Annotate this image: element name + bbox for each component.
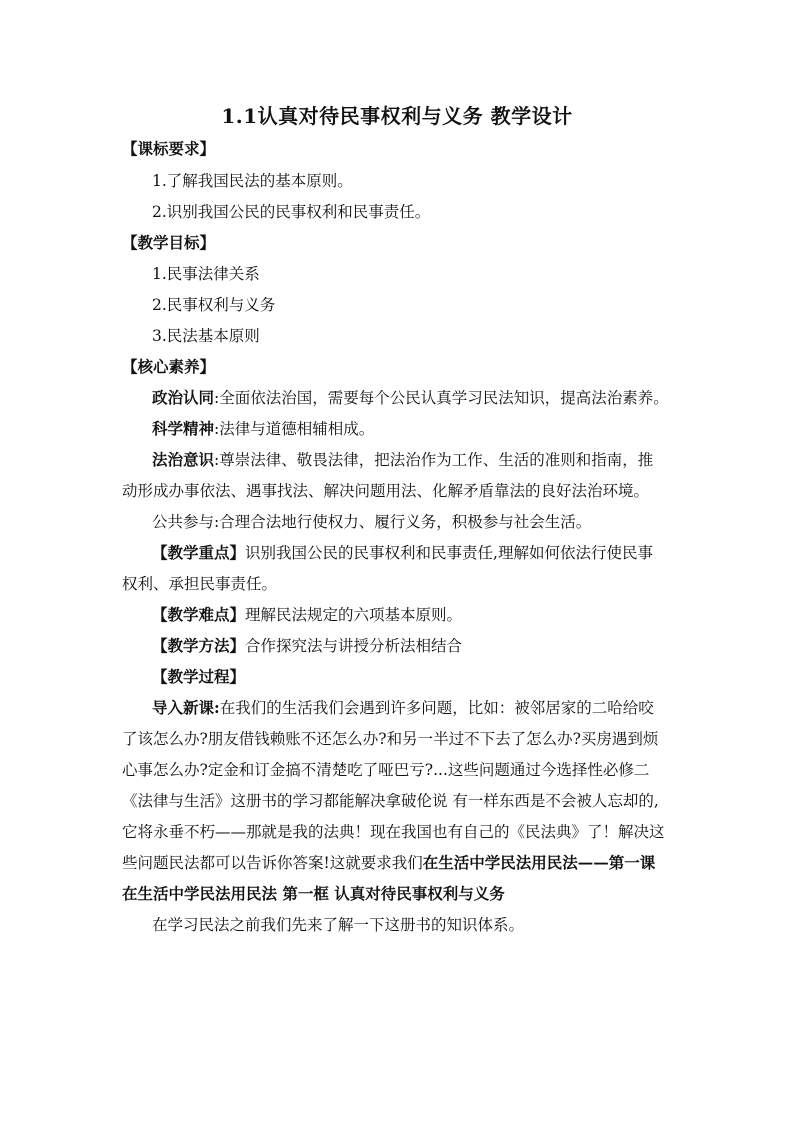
suyang-item-kexue <box>152 418 708 440</box>
guocheng-line-4: 《法律与生活》这册书的学习都能解决拿破伦说 有一样东西是不会被人忘却的, <box>122 792 659 810</box>
section-heading-suyang: 【核心素养】 <box>122 357 216 376</box>
guocheng-line-6-bold: 在生活中学民法用民法——第一课 <box>422 853 656 872</box>
suyang-item-zhengzhi <box>152 387 708 409</box>
mubiao-item-3: 3.民法基本原则 <box>152 327 260 345</box>
guocheng-line-7: 在生活中学民法用民法 第一框 认真对待民事权利与义务 <box>122 884 505 903</box>
suyang-fazhi-continuation: 动形成办事依法、遇事找法、解决问题用法、化解矛盾靠法的良好法治环境。 <box>122 482 650 500</box>
mubiao-item-2: 2.民事权利与义务 <box>152 296 276 314</box>
section-heading-guocheng: 【教学过程】 <box>152 667 246 686</box>
section-heading-nandian: 【教学难点】 <box>152 605 246 624</box>
section-heading-fangfa: 【教学方法】 <box>152 636 246 655</box>
suyang-item-gonggong <box>152 511 708 533</box>
kebiao-item-2: 2.识别我国公民的民事权利和民事责任。 <box>152 203 431 221</box>
suyang-label: 科学精神 <box>152 419 215 438</box>
nandian-text: 理解民法规定的六项基本原则。 <box>245 606 463 624</box>
fangfa-text: 合作探究法与讲授分析法相结合 <box>245 637 463 655</box>
suyang-item-fazhi <box>152 449 708 471</box>
suyang-label: 法治意识 <box>152 450 215 469</box>
zhongdian-continuation: 权利、承担民事责任。 <box>122 575 278 593</box>
kebiao-item-1: 1.了解我国民法的基本原则。 <box>152 172 353 190</box>
intro-text: 在我们的生活我们会遇到许多问题，比如：被邻居家的二哈给咬 <box>219 699 654 717</box>
suyang-text: :合理合法地行使权力、履行义务，积极参与社会生活。 <box>214 513 592 531</box>
suyang-text: :全面依法治国，需要每个公民认真学习民法知识，提高法治素养。 <box>214 389 669 407</box>
section-heading-kebiao: 【课标要求】 <box>122 139 216 158</box>
suyang-text: :尊崇法律、敬畏法律，把法治作为工作、生活的准则和指南，推 <box>214 451 654 469</box>
guocheng-line-6 <box>122 852 678 874</box>
guocheng-line-1 <box>152 697 708 719</box>
nandian-paragraph <box>152 604 708 626</box>
document-title: 1.1认真对待民事权利与义务 教学设计 <box>221 104 573 128</box>
guocheng-line-2: 了该怎么办?朋友借钱赖账不还怎么办?和另一半过不下去了怎么办?买房遇到烦 <box>122 730 659 748</box>
suyang-label: 政治认同 <box>152 388 215 407</box>
zhongdian-text: 识别我国公民的民事权利和民事责任,理解如何依法行使民事 <box>245 544 653 562</box>
fangfa-paragraph <box>152 635 708 657</box>
intro-label: 导入新课: <box>152 698 220 717</box>
guocheng-line-3: 心事怎么办?定金和订金搞不清楚吃了哑巴亏?...这些问题通过今选择性必修二 <box>122 761 650 779</box>
mubiao-item-1: 1.民事法律关系 <box>152 265 260 283</box>
section-heading-mubiao: 【教学目标】 <box>122 233 216 252</box>
suyang-text: :法律与道德相辅相成。 <box>214 420 375 438</box>
guocheng-line-6-plain: 些问题民法都可以告诉你答案!这就要求我们 <box>122 854 423 872</box>
section-heading-zhongdian: 【教学重点】 <box>152 543 246 562</box>
guocheng-last-line: 在学习民法之前我们先来了解一下这册书的知识体系。 <box>152 916 525 934</box>
guocheng-line-5: 它将永垂不朽——那就是我的法典！现在我国也有自己的《民法典》了！解决这 <box>122 823 665 841</box>
suyang-label: 公共参与 <box>152 513 215 531</box>
zhongdian-paragraph <box>152 542 708 564</box>
